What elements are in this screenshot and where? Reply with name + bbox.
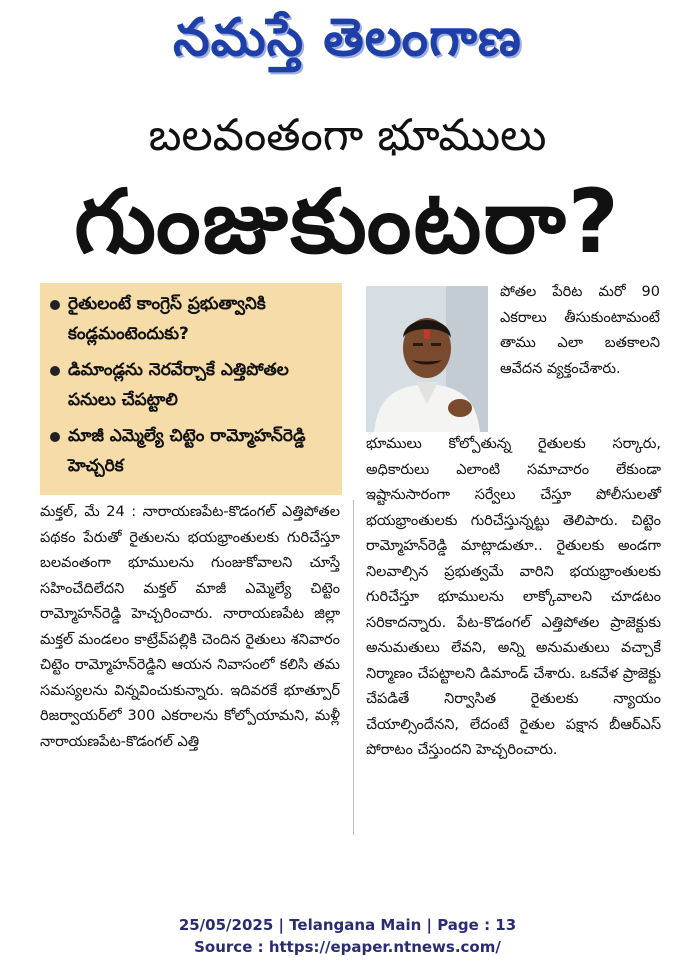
highlight-item [50, 421, 334, 481]
bullet-icon [50, 366, 60, 376]
masthead-title: నమస్తే తెలంగాణ [173, 7, 522, 68]
masthead [0, 0, 695, 88]
article-body-left: మక్తల్, మే 24 : నారాయణపేట-కొడంగల్ ఎత్తిపోతల పథకం పేరుతో రైతులను భయభ్రాంతులకు గురిచేస్తూ బలవంతంగా భూములను గుంజుకోవాలని చూస్తే సహించేదిలేదని మక్తల్ మాజీ ఎమ్మెల్యే చిట్టెం రామ్మోహన్‌రెడ్డి హెచ్చరించారు. నారాయణపేట జిల్లా మక్తల్ మండలం కాట్రేవ్‌పల్లికి చెందిన రైతులు శనివారం చిట్టెం రామ్మోహన్‌రెడ్డిని ఆయన నివాసంలో కలిసి తమ సమస్యలను విన్నవించుకున్నారు. ఇదివరకే భూత్పూర్ రిజర్వాయర్‌లో 300 ఎకరాలను కోల్పోయామని, మళ్లీ నారాయణపేట-కొడంగల్ ఎత్తి [40, 504, 340, 750]
article-body-right-top: పోతల పేరిట మరో 90 ఎకరాలు తీసుకుంటామంటే తాము ఎలా బతకాలని ఆవేదన వ్యక్తంచేశారు. [500, 284, 660, 377]
person-portrait-icon [366, 286, 488, 432]
footer-source: Source : https://epaper.ntnews.com/ [194, 938, 501, 956]
highlight-text: రైతులంటే కాంగ్రెస్ ప్రభుత్వానికి కండ్లమంటెందుకు? [68, 294, 266, 344]
bullet-icon [50, 432, 60, 442]
footer [0, 914, 695, 958]
highlight-item [50, 289, 334, 349]
bullet-icon [50, 300, 60, 310]
article-headline: గుంజుకుంటరా? [74, 170, 621, 273]
column-divider [353, 500, 354, 835]
article-body-right: భూములు కోల్పోతున్న రైతులకు సర్కారు, అధికారులు ఎలాంటి సమాచారం లేకుండా ఇష్టానుసారంగా సర్వేలు చేస్తూ పోలీసులతో భయభ్రాంతులకు గురిచేస్తున్నట్టు తెలిపారు. చిట్టెం రామ్మోహన్‌రెడ్డి మాట్లాడుతూ.. రైతులకు అండగా నిలవాల్సిన ప్రభుత్వమే వారిని భయభ్రాంతులకు గురిచేస్తూ భూములను లాక్కోవాలని చూడటం సరికాదన్నారు. పేట-కొడంగల్ ఎత్తిపోతల ప్రాజెక్టుకు అనుమతులు లేవని, అన్ని అనుమతులు వచ్చాకే నిర్మాణం చేపట్టాలని డిమాండ్ చేశారు. ఒకవేళ ప్రాజెక్టు చేపడితే నిర్వాసిత రైతులకు న్యాయం చేయాల్సిందేనని, లేదంటే రైతుల పక్షాన బీఆర్ఎస్ పోరాటం చేస్తుందని హెచ్చరించారు. [366, 436, 661, 758]
highlight-text: మాజీ ఎమ్మెల్యే చిట్టెం రామ్మోహన్‌రెడ్డి హెచ్చరిక [68, 426, 306, 476]
article-kicker: బలవంతంగా భూములు [148, 110, 547, 161]
highlight-item [50, 355, 334, 415]
portrait-photo [366, 286, 488, 432]
footer-date-page: 25/05/2025 | Telangana Main | Page : 13 [178, 916, 517, 934]
highlight-text: డిమాండ్లను నెరవేర్చాకే ఎత్తిపోతల పనులు చేపట్టాలి [68, 360, 289, 410]
highlights-box [40, 283, 342, 495]
